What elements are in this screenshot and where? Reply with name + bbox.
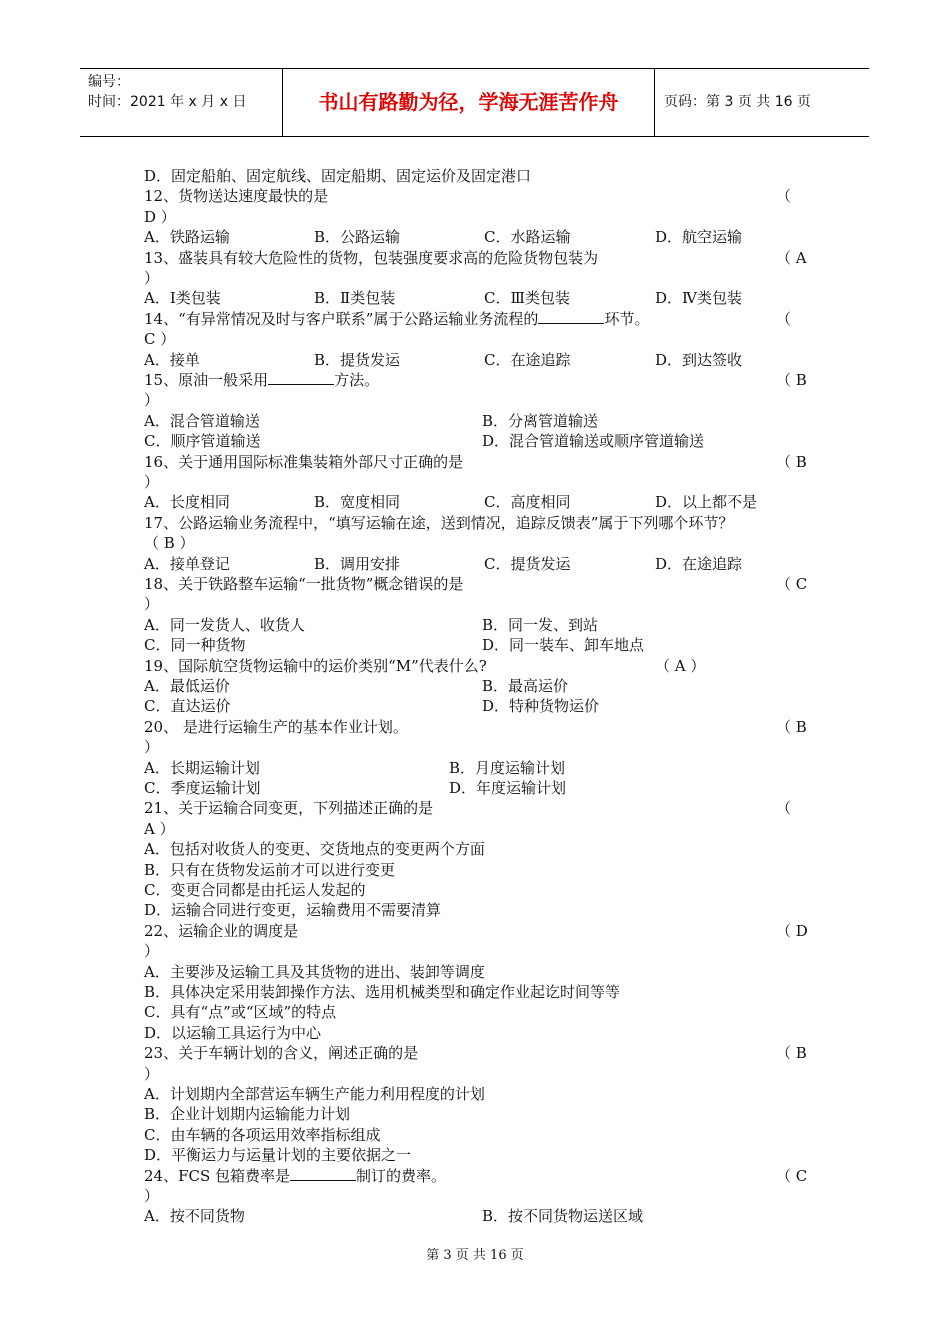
- text-line: C．变更合同都是由托运人发起的: [144, 881, 366, 899]
- option-item: A．长度相同: [144, 493, 230, 512]
- line-text: 14、“有异常情况及时与客户联系”属于公路运输业务流程的: [144, 309, 539, 328]
- text-line: ）: [144, 269, 160, 287]
- fill-in-blank: [268, 370, 334, 385]
- text-line: A．包括对收货人的变更、交货地点的变更两个方面: [144, 840, 485, 859]
- option-item: D．在途追踪: [655, 554, 743, 573]
- option-item: C．高度相同: [484, 493, 571, 512]
- option-item: A．按不同货物: [144, 1207, 245, 1226]
- option-item: D．Ⅳ类包装: [655, 289, 743, 308]
- text-line: D．以运输工具运行为中心: [144, 1023, 322, 1042]
- option-item: B．同一发、到站: [482, 615, 599, 634]
- option-item: D．同一装车、卸车地点: [482, 636, 645, 655]
- header-page-cell: [655, 69, 869, 136]
- option-item: A．最低运价: [144, 677, 230, 695]
- option-item: B．按不同货物运送区域: [482, 1207, 644, 1226]
- header-motto-cell: [283, 69, 655, 136]
- line-text: 方法。: [334, 371, 380, 389]
- option-item: D．年度运输计划: [449, 779, 567, 797]
- line-text: 24、FCS 包箱费率是: [144, 1166, 291, 1185]
- option-item: B．提货发运: [314, 350, 401, 369]
- answer-mark: （ B: [776, 452, 807, 471]
- option-item: D．以上都不是: [655, 493, 758, 512]
- text-line: （ B ）: [144, 534, 195, 553]
- option-item: C．直达运价: [144, 697, 231, 716]
- header-meta-cell: [80, 69, 283, 136]
- option-item: A．接单登记: [144, 554, 230, 573]
- text-line: ）: [144, 738, 160, 757]
- page-code: 页码：第 3 页 共 16 页: [664, 94, 811, 110]
- option-item: A．长期运输计划: [144, 758, 260, 777]
- text-line: 13、盛装具有较大危险性的货物，包装强度要求高的危险货物包装为: [144, 248, 599, 267]
- text-line: A．主要涉及运输工具及其货物的进出、装卸等调度: [144, 962, 485, 981]
- option-item: B．分离管道输送: [482, 411, 599, 430]
- option-item: B．公路运输: [314, 228, 401, 247]
- motto: 书山有路勤为径，学海无涯苦作舟: [318, 90, 619, 114]
- answer-mark: （ D: [776, 921, 808, 940]
- text-line: C．由车辆的各项运用效率指标组成: [144, 1125, 381, 1144]
- option-item: D．到达签收: [655, 350, 743, 369]
- text-line: B．具体决定采用装卸操作方法、选用机械类型和确定作业起讫时间等等: [144, 983, 621, 1001]
- text-line: 18、关于铁路整车运输“一批货物”概念错误的是: [144, 575, 464, 593]
- text-line: 22、运输企业的调度是: [144, 921, 299, 940]
- option-item: D．混合管道输送或顺序管道输送: [482, 432, 705, 451]
- line-text: 制订的费率。: [356, 1166, 447, 1185]
- option-item: A．接单: [144, 350, 200, 369]
- option-item: A．铁路运输: [144, 228, 230, 247]
- text-line: 23、关于车辆计划的含义，阐述正确的是: [144, 1044, 419, 1063]
- text-line: ）: [144, 473, 160, 491]
- text-line: 20、 是进行运输生产的基本作业计划。: [144, 717, 408, 736]
- text-line: 19、国际航空货物运输中的运价类别“M”代表什么?: [144, 656, 487, 675]
- option-item: C．同一种货物: [144, 636, 246, 655]
- line-text: 15、原油一般采用: [144, 371, 269, 389]
- text-line: ）: [144, 595, 160, 614]
- answer-mark: （: [776, 187, 792, 206]
- fill-in-blank: [290, 1166, 356, 1181]
- option-item: C．顺序管道输送: [144, 432, 261, 451]
- option-item: A．同一发货人、收货人: [144, 615, 305, 634]
- answer-mark: （ A: [776, 248, 807, 267]
- line-text: 环节。: [604, 309, 650, 328]
- answer-mark: （: [776, 799, 792, 818]
- text-line: B．只有在货物发运前才可以进行变更: [144, 860, 396, 879]
- text-line: C ）: [144, 330, 176, 349]
- text-line: B．企业计划期内运输能力计划: [144, 1105, 351, 1124]
- option-item: B．宽度相同: [314, 493, 401, 512]
- text-line: ）: [144, 1187, 160, 1205]
- text-line: [144, 370, 379, 390]
- text-line: 17、公路运输业务流程中，“填写运输在途，送到情况，追踪反馈表”属于下列哪个环节？: [144, 513, 734, 532]
- text-line: D．固定船舶、固定航线、固定船期、固定运价及固定港口: [144, 167, 532, 185]
- answer-mark: （ C: [776, 1166, 808, 1185]
- text-line: 21、关于运输合同变更，下列描述正确的是: [144, 799, 434, 818]
- answer-mark: （: [776, 309, 792, 328]
- option-item: C．季度运输计划: [144, 779, 261, 797]
- text-line: D ）: [144, 207, 176, 226]
- text-line: ）: [144, 1064, 160, 1083]
- text-line: 12、货物送达速度最快的是: [144, 187, 329, 206]
- text-line: A ）: [144, 819, 175, 838]
- answer-mark: （ B: [776, 371, 807, 389]
- text-line: D．平衡运力与运量计划的主要依据之一: [144, 1146, 412, 1165]
- answer-mark: （ A ）: [655, 656, 706, 675]
- text-line: [144, 309, 649, 329]
- option-item: C．Ⅲ类包装: [484, 289, 570, 308]
- option-item: B．最高运价: [482, 677, 569, 695]
- text-line: 16、关于通用国际标准集装箱外部尺寸正确的是: [144, 452, 464, 471]
- date-label: 时间：2021 年 x 月 x 日: [88, 94, 247, 110]
- answer-mark: （ B: [776, 1044, 807, 1063]
- text-line: A．计划期内全部营运车辆生产能力利用程度的计划: [144, 1085, 485, 1103]
- option-item: B．Ⅱ类包装: [314, 289, 396, 308]
- option-item: C．水路运输: [484, 228, 571, 247]
- option-item: B．调用安排: [314, 554, 401, 573]
- text-line: C．具有“点”或“区域”的特点: [144, 1003, 337, 1022]
- option-item: D．航空运输: [655, 228, 743, 247]
- text-line: D．运输合同进行变更，运输费用不需要清算: [144, 901, 442, 920]
- option-item: A．混合管道输送: [144, 411, 260, 430]
- text-line: [144, 1166, 446, 1186]
- option-item: C．在途追踪: [484, 350, 571, 369]
- option-item: C．提货发运: [484, 554, 571, 573]
- option-item: A．Ⅰ类包装: [144, 289, 221, 308]
- answer-mark: （ C: [776, 575, 808, 593]
- answer-mark: （ B: [776, 717, 807, 736]
- option-item: B．月度运输计划: [449, 758, 566, 777]
- text-line: ）: [144, 391, 160, 410]
- fill-in-blank: [538, 309, 604, 324]
- number-label: 编号：: [88, 74, 130, 90]
- page-footer: 第 3 页 共 16 页: [426, 1248, 524, 1263]
- text-line: ）: [144, 942, 160, 961]
- page-header: [80, 68, 869, 137]
- option-item: D．特种货物运价: [482, 697, 600, 716]
